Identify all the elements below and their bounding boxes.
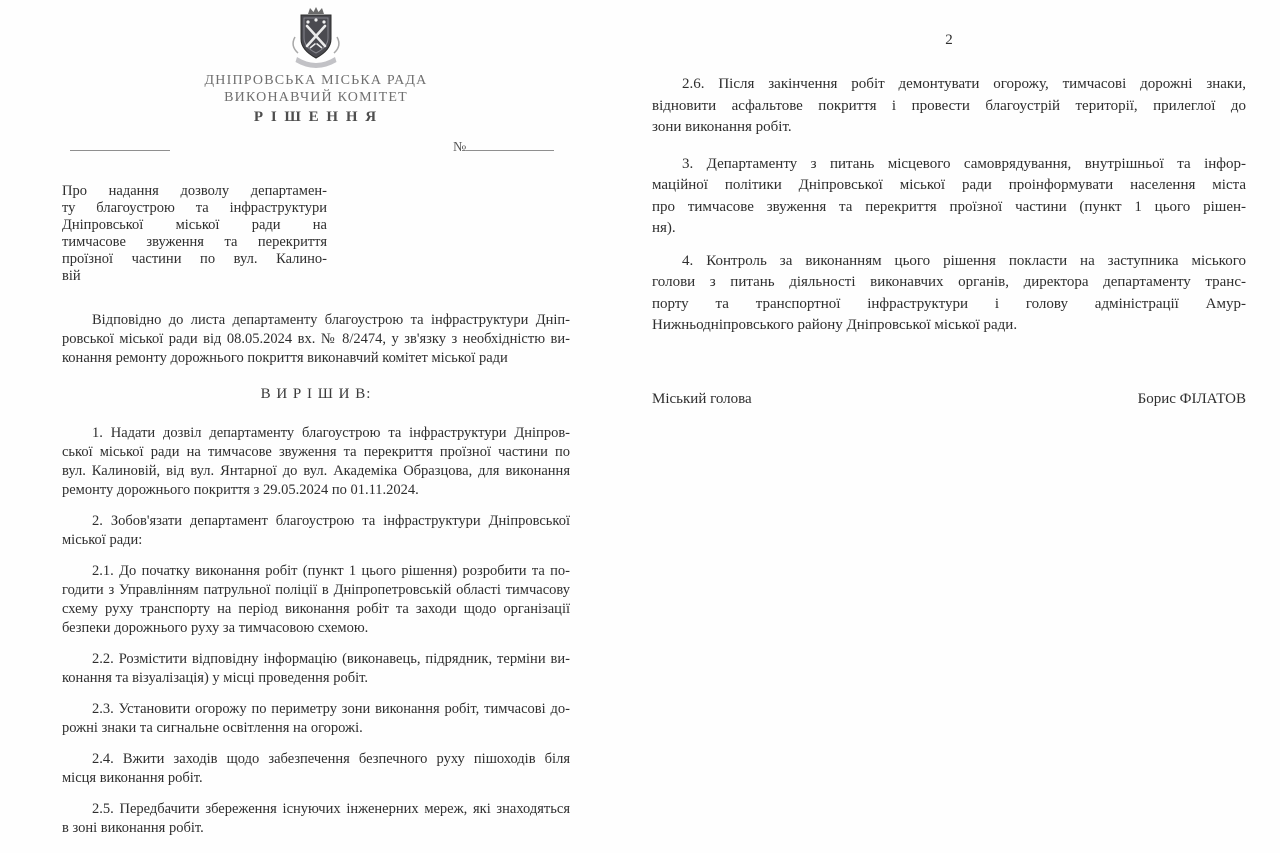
text-line: конання ремонту дорожнього покриття виконавчий комітет міської ради [62,350,508,366]
text-line: 2. Зобов'язати департамент благоустрою та інфраструктури Дніпровської [92,513,570,529]
text-line: конання та візуалізація) у місці проведення робіт. [62,670,369,686]
paragraph-3 [652,154,1246,240]
text-line: 3. Департаменту з питань місцевого самоврядування, внутрішньої та інфор- [682,155,1246,172]
text-line: 2.2. Розмістити відповідну інформацію (виконавець, підрядник, терміни ви- [92,651,570,667]
signature-name: Борис ФІЛАТОВ [1137,390,1246,407]
coat-of-arms-icon [285,5,347,69]
paragraph-4 [652,251,1246,337]
number-field [453,137,554,156]
text-line: 2.5. Передбачити збереження існуючих інженерних мереж, які знаходяться [92,801,570,817]
text-line: ремонту дорожнього покриття з 29.05.2024 по 01.11.2024. [62,482,419,498]
text-line: ровської міської ради від 08.05.2024 вх. № 8/2474, у зв'язку з необхідністю ви- [62,331,570,347]
text-line: ту благоустрою та інфраструктури [62,200,327,216]
page-1 [62,0,570,838]
page-2 [652,0,1246,410]
text-line: Дніпровської міської ради на [62,217,327,233]
paragraph-2-4 [62,750,570,788]
text-line: в зоні виконання робіт. [62,820,204,836]
paragraph-2 [62,512,570,550]
date-blank-line [70,150,170,151]
text-line: 2.4. Вжити заходів щодо забезпечення безпечного руху пішоходів біля [92,751,570,767]
paragraph-1 [62,424,570,500]
text-line: 2.3. Установити огорожу по периметру зони виконання робіт, тимчасові до- [92,701,570,717]
signature-row [652,389,1246,410]
paragraph-2-2 [62,650,570,688]
text-line: Про надання дозволу департамен- [62,183,327,199]
document-type-title: Р І Ш Е Н Н Я [253,109,379,125]
text-line: вул. Калиновій, від вул. Янтарної до вул. Академіка Образцова, для виконання [62,463,570,479]
text-line: міської ради: [62,532,143,548]
text-line: про тимчасове звуження та перекриття проїзної частини (пункт 1 цього рішен- [652,198,1246,215]
text-line: зони виконання робіт. [652,119,792,135]
text-line: 4. Контроль за виконанням цього рішення покласти на заступника міського [682,252,1246,269]
text-line: годити з Управлінням патрульної поліції в Дніпропетровській області тимчасову [62,582,570,598]
date-number-row [62,135,570,157]
text-line: відновити асфальтове покриття і провести благоустрій території, прилеглої до [652,97,1246,114]
text-line: рожні знаки та сигнальне освітлення на огорожі. [62,720,363,736]
paragraph-2-5 [62,800,570,838]
signature-title: Міський голова [652,390,752,407]
text-line: ської міської ради на тимчасове звуження та перекриття проїзної частини по [62,444,570,460]
text-line: 2.1. До початку виконання робіт (пункт 1 цього рішення) розробити та по- [92,563,570,579]
paragraph-2-3 [62,700,570,738]
letterhead [62,0,570,127]
resolved-heading: В И Р І Ш И В: [260,386,372,402]
paragraph-2-6 [652,74,1246,139]
org-unit: ВИКОНАВЧИЙ КОМІТЕТ [224,90,408,105]
text-line: ня). [652,220,676,236]
text-line: порту та транспортної інфраструктури і голову адміністрації Амур- [652,295,1246,312]
text-line: місця виконання робіт. [62,770,203,786]
text-line: 1. Надати дозвіл департаменту благоустрою та інфраструктури Дніпров- [92,425,570,441]
document-subject [62,183,327,285]
text-line: Нижньодніпровського району Дніпровської міської ради. [652,317,1018,333]
text-line: схему руху транспорту на період виконання робіт та заходи щодо організації [62,601,570,617]
paragraph-2-1 [62,562,570,638]
org-name: ДНІПРОВСЬКА МІСЬКА РАДА [204,73,428,88]
page-number: 2 [945,32,953,48]
text-line: маційної політики Дніпровської міської ради проінформувати населення міста [652,177,1246,193]
text-line: Відповідно до листа департаменту благоустрою та інфраструктури Дніп- [92,312,570,328]
text-line: безпеки дорожнього руху за тимчасовою схемою. [62,620,369,636]
text-line: 2.6. Після закінчення робіт демонтувати огорожу, тимчасові дорожні знаки, [682,76,1246,92]
text-line: вій [62,268,81,284]
intro-paragraph [62,311,570,368]
number-label: № [453,140,467,155]
text-line: голови з питань діяльності виконавчих органів, директора департаменту транс- [652,274,1246,290]
number-blank-line [466,137,554,151]
text-line: тимчасове звуження та перекриття [62,234,327,250]
text-line: проїзної частини по вул. Калино- [62,251,327,267]
